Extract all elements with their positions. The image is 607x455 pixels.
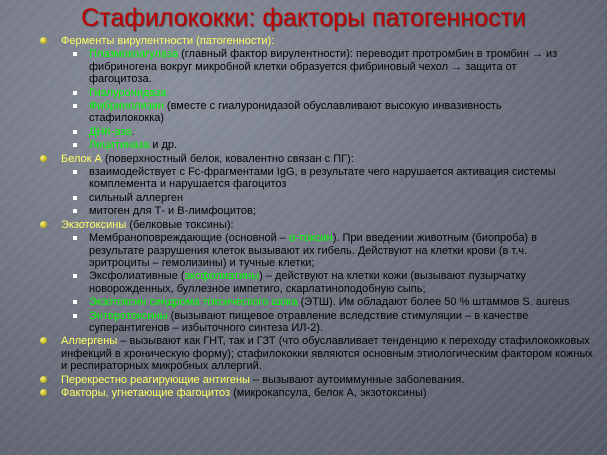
bullet-text-fragment: (белковые токсины): bbox=[126, 218, 234, 231]
bullet-text-fragment: (главный фактор вирулентности): переводит протромбин в тромбин → из фибриногена вокруг микробной клетки образуется фибриновый чехол → защита от фагоцитоза. bbox=[89, 48, 558, 86]
bullet-text-fragment: . bbox=[131, 125, 135, 138]
bullet-text-fragment: Гиалуронидаза bbox=[89, 86, 167, 99]
bullet-text-fragment: ). При введении животным (биопроба) в результате разрушения клеток вызывают их гибель. Действуют на клетки крови (в т.ч. эритроциты – гемолизины) и тучные клетки; bbox=[89, 232, 537, 269]
bullet-text-fragment: Лецитиназа bbox=[89, 139, 150, 152]
sub-bullet-marker-icon bbox=[73, 143, 77, 147]
sub-bullet-item bbox=[0, 48, 600, 85]
sub-bullet-marker-icon bbox=[73, 300, 77, 304]
bullet-text-fragment: Мембраноповреждающие (основной – bbox=[89, 232, 289, 245]
sub-bullet-item bbox=[0, 126, 600, 138]
bullet-text-fragment: (микрокапсула, белок А, экзотоксины) bbox=[230, 386, 427, 399]
bullet-text-fragment: Фибринолизин bbox=[89, 100, 164, 113]
bullet-item bbox=[0, 153, 600, 165]
bullet-text-fragment: α-токсин bbox=[289, 232, 333, 245]
bullet-text-fragment: Аллергены bbox=[61, 335, 118, 348]
sub-bullet-marker-icon bbox=[73, 236, 77, 240]
bullet-text-fragment: ДНК-аза bbox=[89, 125, 132, 138]
sub-bullet-marker-icon bbox=[73, 196, 77, 200]
bullet-text-fragment: (поверхностный белок, ковалентно связан с ПГ): bbox=[101, 152, 354, 165]
bullet-marker-icon bbox=[40, 221, 47, 228]
bullet-text-fragment: митоген для Т- и В-лимфоцитов; bbox=[89, 205, 256, 218]
bullet-text-fragment: ) – действуют на клетки кожи (вызывают пузырчатку новорожденных, буллезное импетиго, скарлатиноподобную сыпь; bbox=[89, 270, 527, 295]
sub-bullet-marker-icon bbox=[73, 91, 77, 95]
bullet-marker-icon bbox=[40, 389, 47, 396]
sub-bullet-item bbox=[0, 232, 600, 269]
sub-bullet-marker-icon bbox=[73, 170, 77, 174]
bullet-item bbox=[0, 374, 600, 386]
sub-bullet-item bbox=[0, 205, 600, 217]
sub-bullet-marker-icon bbox=[73, 130, 77, 134]
bullet-text-fragment: Белок А bbox=[61, 152, 102, 165]
slide-content bbox=[0, 35, 600, 400]
bullet-text-fragment: Перекрестно реагирующие антигены bbox=[61, 373, 250, 386]
bullet-text-fragment: Факторы, угнетающие фагоцитоз bbox=[61, 386, 231, 399]
bullet-item bbox=[0, 335, 600, 372]
bullet-text-fragment: (вызывают пищевое отравление вследствие стимуляции – в качестве суперантигенов – избыточного синтеза ИЛ-2). bbox=[89, 309, 529, 334]
bullet-text-fragment: Энтеротоксины bbox=[89, 309, 168, 322]
bullet-text-fragment: – вызывают аутоиммунные заболевания. bbox=[249, 373, 465, 386]
sub-bullet-item bbox=[0, 87, 600, 99]
slide-title: Стафилококки: факторы патогенности bbox=[81, 4, 526, 32]
bullet-text-fragment: (ЭТШ). Им обладают более 50 % штаммов S. aureus bbox=[297, 296, 570, 309]
sub-bullet-item bbox=[0, 192, 600, 204]
bullet-item bbox=[0, 387, 600, 399]
bullet-text-fragment: (вместе с гиалуронидазой обуславливают высокую инвазивность стафилококка) bbox=[89, 100, 502, 125]
sub-bullet-marker-icon bbox=[73, 52, 77, 56]
bullet-marker-icon bbox=[40, 155, 47, 162]
sub-bullet-marker-icon bbox=[73, 104, 77, 108]
sub-bullet-item bbox=[0, 310, 600, 335]
sub-bullet-item bbox=[0, 139, 600, 151]
bullet-item bbox=[0, 219, 600, 231]
bullet-text-fragment: Экзотоксин синдрома токсического шока bbox=[89, 296, 298, 309]
bullet-marker-icon bbox=[40, 376, 47, 383]
sub-bullet-item bbox=[0, 296, 600, 308]
bullet-item bbox=[0, 35, 600, 47]
bullet-text-fragment: Ферменты вирулентности (патогенности): bbox=[61, 35, 275, 47]
bullet-text-fragment: Плазмокоагулаза bbox=[89, 48, 179, 61]
bullet-text-fragment: сильный аллерген bbox=[89, 191, 184, 204]
bullet-text-fragment: эксфолиатины bbox=[184, 270, 260, 283]
bullet-text-fragment: Экзотоксины bbox=[61, 218, 127, 231]
sub-bullet-item bbox=[0, 270, 600, 295]
bullet-marker-icon bbox=[40, 337, 47, 344]
sub-bullet-item bbox=[0, 166, 600, 191]
sub-bullet-marker-icon bbox=[73, 209, 77, 213]
sub-bullet-marker-icon bbox=[73, 314, 77, 318]
bullet-marker-icon bbox=[40, 37, 47, 44]
bullet-text-fragment: Эксфолиативные ( bbox=[89, 270, 185, 283]
bullet-text-fragment: взаимодействует с Fc-фрагментами IgG, в результате чего нарушается активация системы комплемента и нарушается фагоцитоз bbox=[89, 166, 556, 191]
bullet-text-fragment: и др. bbox=[149, 139, 178, 152]
sub-bullet-item bbox=[0, 100, 600, 125]
sub-bullet-marker-icon bbox=[73, 274, 77, 278]
bullet-text-fragment: – вызывают как ГНТ, так и ГЗТ (что обуславливает тенденцию к переходу стафилококковых инфекций в хроническую форму); стафилококки являются основным этиологическим фактором кожных и респираторных микробных аллергий. bbox=[61, 335, 593, 373]
